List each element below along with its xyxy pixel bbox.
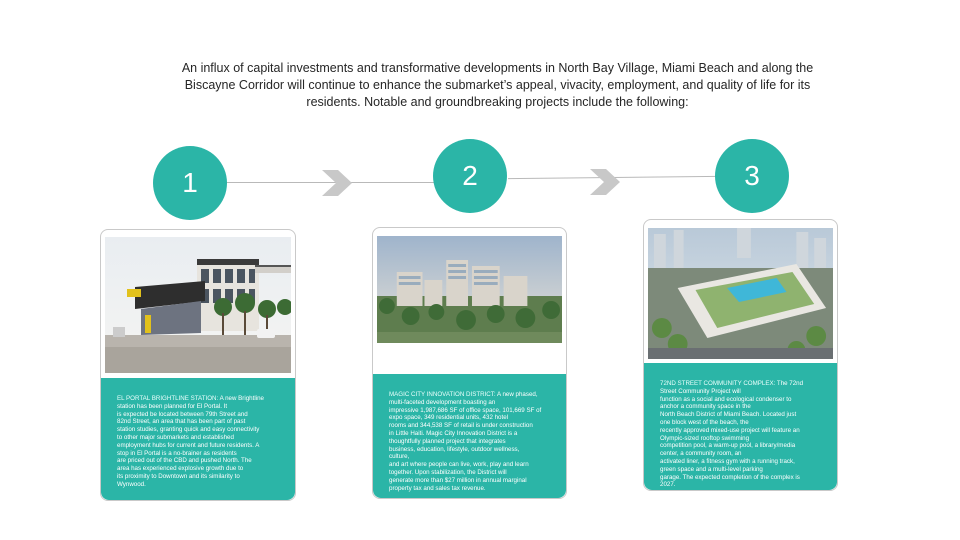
step-circle-1: 1 <box>153 146 227 220</box>
72nd-street-description <box>644 363 837 490</box>
project-card-magic-city <box>372 227 567 499</box>
magic-city-description <box>373 374 566 498</box>
72nd-street-complex-image <box>648 228 833 359</box>
72nd-street-text: 72ND STREET COMMUNITY COMPLEX: The 72nd Street Community Project will function as a social and ecological condenser to anchor a community space in the North Beach District of Miami Beach. Located just one block west of the beach, the recently approved mixed-use project will feature an Olympic-sized rooftop swimming competition pool, a warm-up pool, a library/media center, a community room, an activated liner, a fitness gym with a running track, green space and a multi-level parking garage. The expected completion of the complex is 2027. <box>660 380 804 489</box>
72nd-street-title: 72ND STREET COMMUNITY COMPLEX: T <box>660 380 781 387</box>
intro-line-1: An influx of capital investments and transformative developments in North Bay Village, Miami Beach and along the <box>181 61 814 75</box>
el-portal-text: EL PORTAL BRIGHTLINE STATION: A new Brightline station has been planned for El Portal. It is expected be located between 79th Street and 82nd Street, an area that has been part of past station studies, granting quick and easy connectivity to other major submarkets and established employment hubs for current and future residents. A stop in El Portal is a no-brainer as residents are priced out of the CBD and pushed North. The area has experienced explosive growth due to its proximity to Downtown and its similarity to Wynwood. <box>117 395 264 488</box>
step-circle-2: 2 <box>433 139 507 213</box>
intro-paragraph <box>130 60 865 111</box>
el-portal-station-image <box>105 237 291 373</box>
magic-city-title: MAGIC CITY INNOVATION DISTRICT: <box>389 391 496 398</box>
step-circle-3: 3 <box>715 139 789 213</box>
chevron-right-icon <box>588 167 622 197</box>
el-portal-description <box>101 378 295 500</box>
project-card-el-portal <box>100 229 296 501</box>
magic-city-text: MAGIC CITY INNOVATION DISTRICT: A new phased, multi-faceted development boasting an impressive 1,987,686 SF of office space, 101,669 SF of expo space, 349 residential units, 432 hotel rooms and 344,538 SF of retail is under construction in Little Haiti. Magic City Innovation District is a thoughtfully planned project that integrates business, education, lifestyle, outdoor wellness, culture, and art where people can live, work, play and learn together. Upon stabilization, the District will generate more than $27 million in annual marginal property tax and sales tax revenue. <box>389 391 542 492</box>
chevron-right-icon <box>320 168 354 198</box>
el-portal-title: EL PORTAL BRIGHTLINE STATION: <box>117 395 219 402</box>
magic-city-rendering-image <box>377 236 562 343</box>
project-card-72nd-street <box>643 219 838 491</box>
intro-line-3: residents. Notable and groundbreaking projects include the following: <box>306 95 689 109</box>
intro-line-2: Biscayne Corridor will continue to enhance the submarket’s appeal, vivacity, employment, and quality of life for its <box>184 78 811 92</box>
